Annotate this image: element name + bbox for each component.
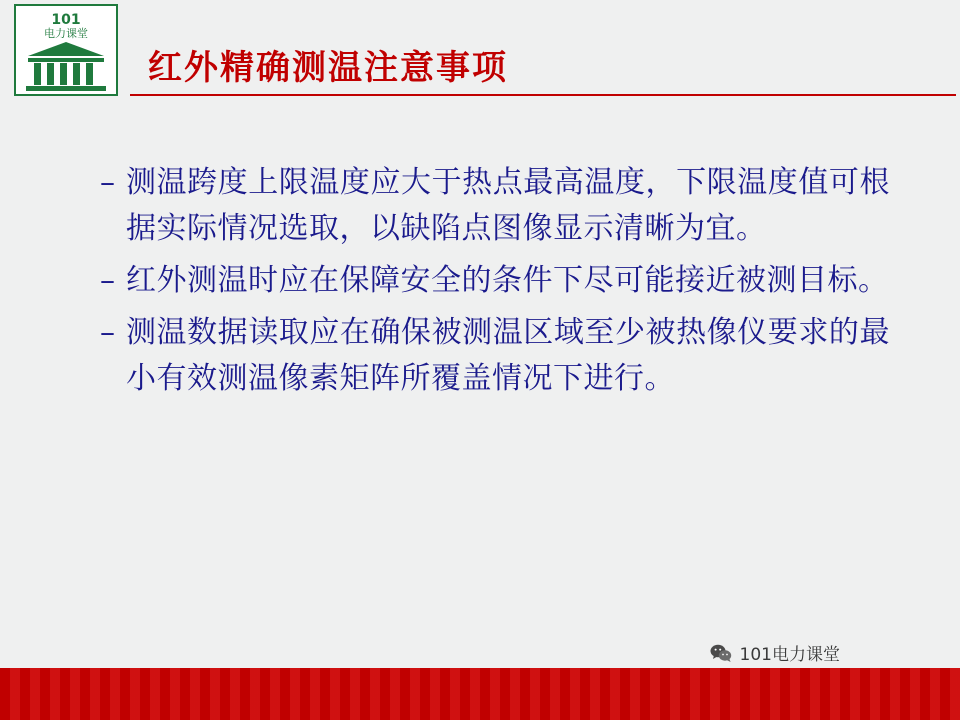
wechat-watermark: [710, 640, 840, 665]
list-item: [100, 160, 890, 252]
slide-content: [100, 160, 890, 408]
list-item: [100, 310, 890, 402]
page-title: 红外精确测温注意事项: [148, 48, 508, 88]
footer-stripe: [0, 668, 960, 720]
svg-text:101: 101: [51, 12, 81, 28]
list-item-text: 测温跨度上限温度应大于热点最高温度，下限温度值可根据实际情况选取，以缺陷点图像显示清晰为宜。: [126, 165, 890, 246]
list-item: [100, 258, 890, 304]
wechat-label: 101电力课堂: [739, 645, 840, 665]
list-item-text: 测温数据读取应在确保被测温区域至少被热像仪要求的最小有效测温像素矩阵所覆盖情况下进行。: [126, 315, 890, 396]
logo-101-power-classroom: [14, 4, 118, 96]
slide-header: [0, 0, 960, 100]
bullet-marker: –: [100, 263, 116, 298]
list-item-text: 红外测温时应在保障安全的条件下尽可能接近被测目标。: [126, 263, 889, 298]
wechat-icon: [710, 643, 732, 663]
bullet-marker: –: [100, 315, 116, 350]
svg-text:电力课堂: 电力课堂: [44, 27, 88, 40]
title-underline: [130, 94, 956, 96]
bullet-marker: –: [100, 165, 116, 200]
footer-bar: [0, 668, 960, 720]
